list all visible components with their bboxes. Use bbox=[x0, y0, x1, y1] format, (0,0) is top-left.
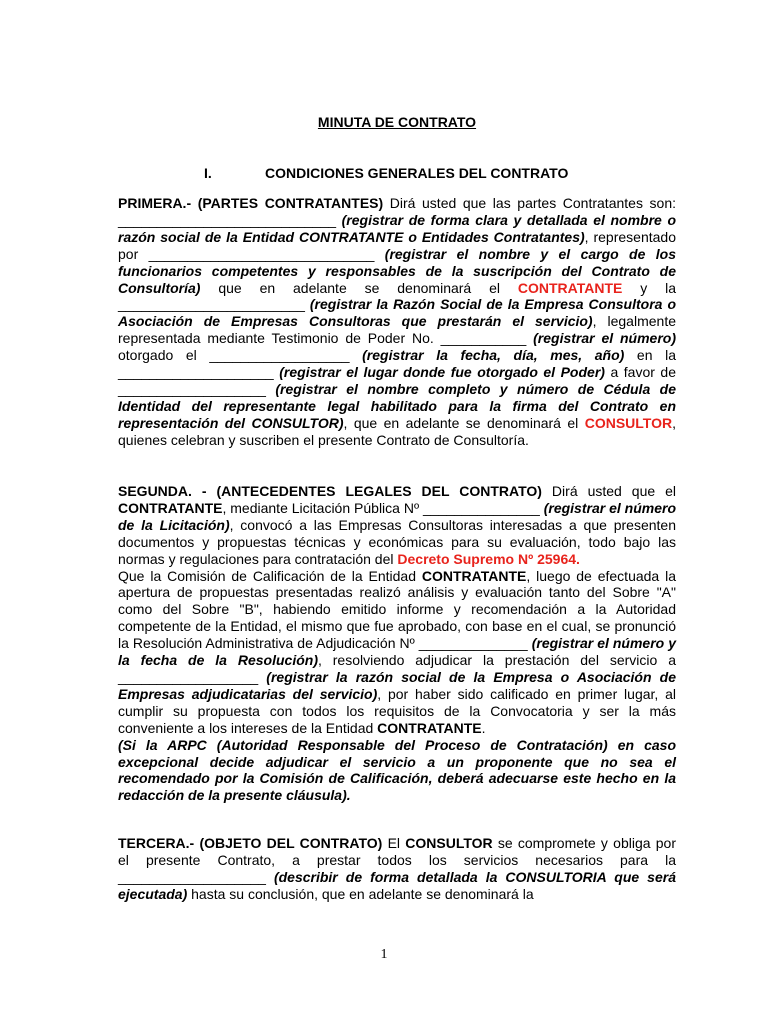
clause-instruction: (registrar la razón social de la Empresa o Asociación de Empresas adjudicatarias del servicio) bbox=[118, 668, 676, 702]
clause-instruction: (registrar la Razón Social de la Empresa Consultora o Asociación de Empresas Consultoras que prestarán el servicio) bbox=[118, 296, 676, 330]
clause-instruction: (registrar la fecha, día, mes, año) bbox=[362, 347, 625, 364]
clause-text: otorgado el __________________ bbox=[118, 347, 363, 364]
section-title: CONDICIONES GENERALES DEL CONTRATO bbox=[265, 165, 569, 181]
document-title: MINUTA DE CONTRATO bbox=[317, 114, 477, 130]
clause-text: , quienes celebran y suscriben el presente Contrato de Consultoría. bbox=[118, 414, 676, 448]
party-name-consultor: CONSULTOR bbox=[584, 414, 673, 431]
clause-text: , legalmente representada mediante Testimonio de Poder No. ___________ bbox=[118, 313, 676, 347]
clause-instruction: (registrar el número y la fecha de la Resolución) bbox=[118, 635, 677, 669]
clause-instruction: (describir de forma detallada la CONSULTORIA que será ejecutada) bbox=[118, 868, 676, 902]
page-number: 1 bbox=[380, 947, 388, 962]
decree-reference: Decreto Supremo Nº 25964. bbox=[397, 550, 580, 567]
party-name-contratante: CONTRATANTE bbox=[517, 279, 623, 296]
clause-instruction: (registrar el número) bbox=[533, 330, 676, 347]
clause-text: El bbox=[382, 835, 406, 851]
party-name-contratante: CONTRATANTE bbox=[421, 567, 527, 584]
clause-heading: PRIMERA.- (PARTES CONTRATANTES) bbox=[118, 195, 384, 211]
clause-instruction: (registrar el lugar donde fue otorgado el Poder) bbox=[279, 364, 605, 381]
section-number: I. bbox=[204, 165, 212, 181]
clause-instruction: (registrar de forma clara y detallada el nombre o razón social de la Entidad CONTRATANTE o Entidades Contratantes) bbox=[118, 211, 677, 245]
clause-instruction: (registrar el nombre completo y número de Cédula de Identidad del representante legal habilitado para la firma del Contrato en representación del CONSULTOR) bbox=[118, 380, 676, 431]
clause-text: a favor de ___________________ bbox=[118, 364, 676, 397]
clause-text: y la ________________________ bbox=[118, 279, 676, 313]
clause-text: , representado por _____________________________ bbox=[118, 228, 676, 262]
clause-text: Dirá usted que las partes Contratantes son: ____________________________ bbox=[118, 195, 676, 228]
party-name-contratante: CONTRATANTE bbox=[118, 499, 223, 516]
clause-text: Que la Comisión de Calificación de la Entidad bbox=[118, 567, 422, 584]
clause-instruction: (Si la ARPC (Autoridad Responsable del Proceso de Contratación) en caso excepcional decide adjudicar el servicio a un proponente que no sea el recomendado por la Comisión de Calificación, deberá adecuarse este hecho en la redacción de la presente cláusula). bbox=[118, 736, 676, 804]
clause-text: , que en adelante se denominará el bbox=[343, 414, 585, 431]
clause-heading: TERCERA.- (OBJETO DEL CONTRATO) bbox=[118, 835, 383, 851]
clause-primera bbox=[118, 195, 676, 449]
clause-text: que en adelante se denominará el bbox=[200, 279, 518, 296]
clause-heading: SEGUNDA. - (ANTECEDENTES LEGALES DEL CONTRATO) bbox=[118, 483, 542, 499]
clause-text: se compromete y obliga por el presente Contrato, a prestar todos los servicios necesarios para la ___________________ bbox=[118, 835, 676, 885]
clause-instruction: (registrar el nombre y el cargo de los funcionarios competentes y responsables de la suscripción del Contrato de Consultoría) bbox=[118, 245, 676, 296]
clause-text: , convocó a las Empresas Consultoras interesadas a que presenten documentos y propuestas técnicas y económicas para su evaluación, todo bajo las normas y regulaciones para contratación del bbox=[118, 516, 676, 567]
clause-segunda bbox=[118, 483, 676, 804]
clause-text: Dirá usted que el bbox=[541, 483, 677, 499]
clause-text: hasta su conclusión, que en adelante se denominará la bbox=[187, 885, 534, 902]
clause-instruction: (registrar el número de la Licitación) bbox=[118, 499, 676, 533]
clause-text: , luego de efectuada la apertura de propuestas presentadas realizó análisis y evaluación tanto del Sobre "A" como del Sobre "B", habiendo emitido informe y recomendación a la Autoridad competente de la Entidad, el mismo que fue aprobado, con base en el cual, se pronunció la Resolución Administrativa de Adjudicación Nº ______________ bbox=[118, 567, 677, 652]
party-name-consultor: CONSULTOR bbox=[405, 835, 493, 851]
clause-text: , por haber sido calificado en primer lugar, al cumplir su propuesta con todos los requisitos de la Convocatoria y ser la más conveniente a los intereses de la Entidad bbox=[118, 685, 676, 736]
clause-text: , resolviendo adjudicar la prestación del servicio a __________________ bbox=[118, 652, 676, 685]
party-name-contratante: CONTRATANTE bbox=[377, 719, 482, 736]
clause-tercera bbox=[118, 835, 676, 903]
clause-text: , mediante Licitación Pública Nº _______________ bbox=[222, 499, 544, 516]
clause-text: . bbox=[481, 719, 486, 736]
clause-text: en la ____________________ bbox=[118, 347, 677, 381]
